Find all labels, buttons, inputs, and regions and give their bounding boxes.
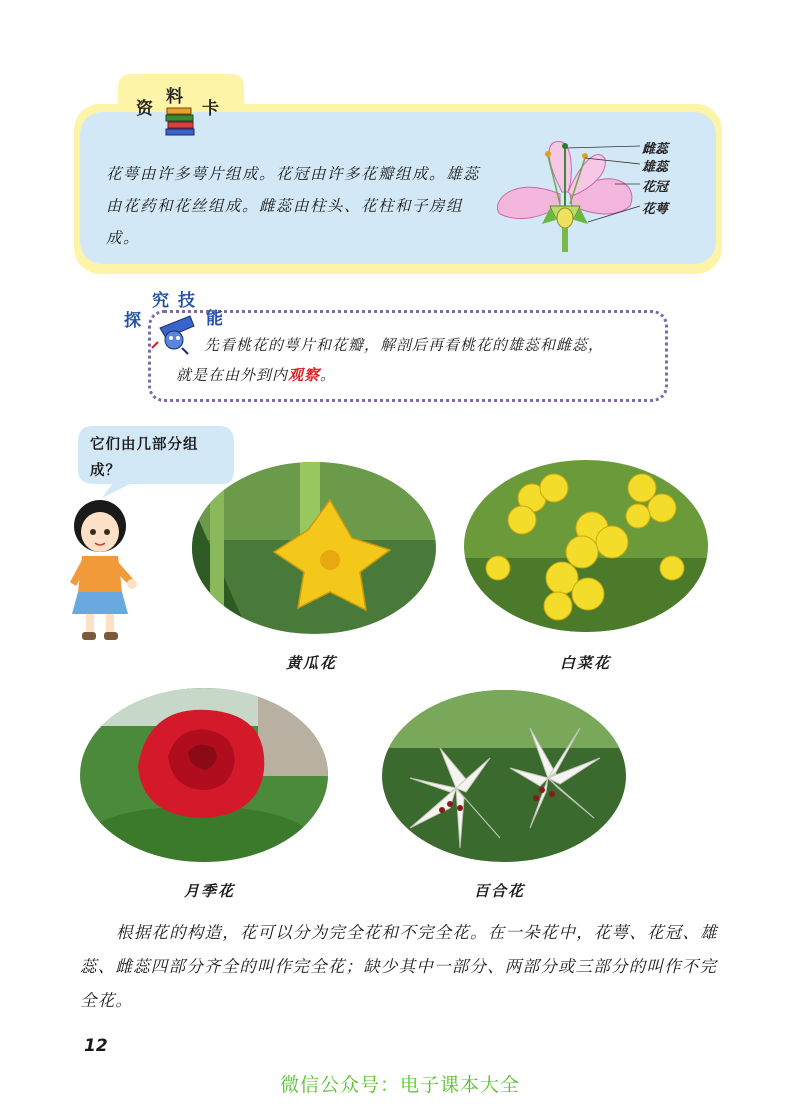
diagram-label-pistil: 雌蕊 xyxy=(642,142,669,157)
cucumber-flower-photo xyxy=(190,460,438,636)
caption-rose: 月季花 xyxy=(184,882,236,900)
caption-cucumber: 黄瓜花 xyxy=(286,654,338,672)
skill-text-end: 。 xyxy=(320,366,337,384)
diagram-label-corolla: 花冠 xyxy=(642,180,669,195)
diagram-label-calyx: 花萼 xyxy=(642,202,669,217)
info-card-title-char: 资 xyxy=(136,99,153,119)
skill-title-char: 究 xyxy=(152,291,169,311)
skill-text-highlight: 观察 xyxy=(288,366,321,384)
caption-lily: 百合花 xyxy=(474,882,526,900)
books-icon xyxy=(164,106,196,136)
info-card-text: 花萼由许多萼片组成。花冠由许多花瓣组成。雄蕊由花药和花丝组成。雌蕊由柱头、花柱和子房组成。 xyxy=(106,165,481,247)
info-card-title-char: 卡 xyxy=(202,99,219,119)
cabbage-flower-photo xyxy=(462,458,710,634)
skill-text-line1: 先看桃花的萼片和花瓣，解剖后再看桃花的雄蕊和雌蕊， xyxy=(204,336,605,354)
girl-illustration xyxy=(62,496,142,646)
question-text: 它们由几部分组成？ xyxy=(90,437,199,479)
caption-cabbage: 白菜花 xyxy=(560,654,612,672)
diagram-label-stamen: 雄蕊 xyxy=(642,160,669,175)
footer-watermark: 微信公众号：电子课本大全 xyxy=(279,1074,520,1096)
info-card-title-char: 料 xyxy=(166,87,183,107)
skill-text-line2: 就是在由外到内 xyxy=(176,366,289,384)
skill-text xyxy=(176,330,656,390)
page-number: 12 xyxy=(84,1036,108,1056)
lily-photo xyxy=(380,688,628,864)
skill-title-char: 技 xyxy=(178,291,195,311)
rose-photo xyxy=(78,686,330,864)
conclusion-paragraph: 根据花的构造，花可以分为完全花和不完全花。在一朵花中，花萼、花冠、雄蕊、雌蕊四部分齐全的叫作完全花；缺少其中一部分、两部分或三部分的叫作不完全花。 xyxy=(80,923,718,1010)
skill-title-char: 能 xyxy=(206,309,223,329)
skill-title-char: 探 xyxy=(124,311,141,331)
